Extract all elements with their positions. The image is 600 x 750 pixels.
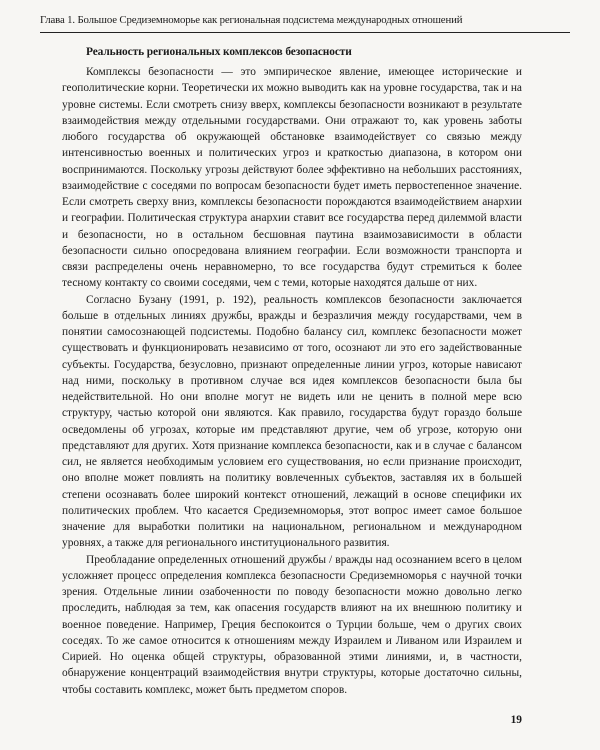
body-text bbox=[62, 64, 522, 698]
header-rule bbox=[40, 32, 570, 33]
section-title: Реальность региональных комплексов безопасности bbox=[86, 46, 352, 58]
paragraph: Согласно Бузану (1991, p. 192), реальность комплексов безопасности заключается больше в отдельных линиях дружбы, вражды и безразличия между государствами, чем в понятии самосознающей подсистемы. Подобно балансу сил, комплекс безопасности может существовать и функционировать независимо от того, осознают ли это его задействованные субъекты. Государства, безусловно, признают определенные линии угроз, которые нависают над ними, поскольку в противном случае вся идея комплексов безопасности была бы недействительной. Но они вполне могут не видеть или не ценить в полной мере всю структуру, частью которой они являются. Как правило, государства будут гораздо больше осведомлены об угрозах, которые им представляют другие, чем об угрозе, которую они представляют для других. Хотя признание комплекса безопасности, как и в случае с балансом сил, не является необходимым условием его существования, но если признание происходит, оно вполне может повлиять на политику вовлеченных субъектов, заставляя их в большей степени осознавать более широкий контекст отношений, лежащий в основе специфики их политических проблем. Что касается Средиземноморья, этот вопрос имеет самое большое значение для выработки политики на национальном, региональном и международном уровнях, а также для регионального институционального развития. bbox=[62, 293, 522, 550]
paragraph: Преобладание определенных отношений дружбы / вражды над осознанием всего в целом усложняет процесс определения комплекса безопасности Средиземноморья с научной точки зрения. Отдельные линии озабоченности по поводу безопасности можно довольно легко проследить, наблюдая за тем, как опасения государств влияют на их внешнюю политику и военное поведение. Например, Греция беспокоится о Турции больше, чем о других своих соседях. То же самое относится к отношениям между Израилем и Ливаном или Израилем и Сирией. Но оценка общей структуры, образованной этими линиями, и, в частности, обнаружение концентраций взаимодействия внутри структуры, которые достаточно сильны, чтобы составить комплекс, может быть предметом споров. bbox=[62, 553, 522, 696]
page-number: 19 bbox=[510, 714, 522, 726]
paragraph: Комплексы безопасности — это эмпирическое явление, имеющее исторические и геополитические корни. Теоретически их можно выводить как на уровне государства, так и на уровне системы. Если смотреть снизу вверх, комплексы безопасности возникают в результате взаимодействия между отдельными государствами. Они отражают то, как уровень заботы любого государства об окружающей обстановке взаимодействует со связью между интенсивностью военных и политических угроз и краткостью диапазона, в котором они воспринимаются. Поскольку угрозы действуют более эффективно на небольших расстояниях, взаимодействие с соседями по вопросам безопасности будет иметь первостепенное значение. Если смотреть сверху вниз, комплексы безопасности порождаются взаимодействием анархии и географии. Политическая структура анархии ставит все государства перед дилеммой власти и безопасности, но в остальном бесшовная паутина взаимозависимости в области безопасности сильно опосредована влиянием географии. Если возможности транспорта и связи распределены очень неравномерно, то все государства будут стремиться к более тесному контакту со своими соседями, чем с теми, которые находятся дальше от них. bbox=[62, 66, 522, 290]
running-header: Глава 1. Большое Средиземноморье как региональная подсистема международных отношений bbox=[40, 14, 463, 26]
